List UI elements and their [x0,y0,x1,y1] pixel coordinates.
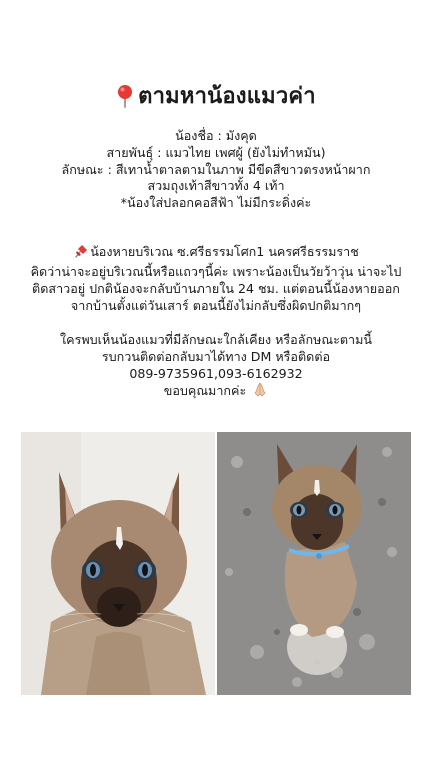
contact-line-1: ใครพบเห็นน้องแมวที่มีลักษณะใกล้เคียง หรือลักษณะตามนี้ [60,332,372,347]
cat-photo-front [21,432,215,695]
contact-line-2: รบกวนติดต่อกลับมาได้ทาง DM หรือติดต่อ [101,348,331,364]
cat-info [0,128,432,212]
folded-hands-icon [252,382,268,397]
thanks-text: ขอบคุณมากค่ะ [163,383,247,399]
poster-title [0,78,432,113]
title-text: ตามหาน้องแมวค่า [138,84,316,109]
lost-details [0,244,432,315]
lost-line-3: ติดสาวอยู่ ปกติน้องจะกลับบ้านภายใน 24 ชม. แต่ตอนนี้น้องหายออก [32,280,400,296]
cat-photo-looking-up [217,432,411,695]
info-socks: สวมถุงเท้าสีขาวทั้ง 4 เท้า [147,178,285,194]
contact-details [0,332,432,400]
info-appearance: ลักษณะ : สีเทาน้ำตาลตามในภาพ มีขีดสีขาวตรงหน้าผาก [61,161,371,177]
info-name: น้องชื่อ : มังคุด [175,128,257,143]
pushpin-icon [73,245,87,259]
info-breed: สายพันธุ์ : แมวไทย เพศผู้ (ยังไม่ทำหมัน) [106,144,326,160]
round-pushpin-icon [116,84,134,108]
lost-location: น้องหายบริเวณ ซ.ศรีธรรมโศก1 นครศรีธรรมราช [90,244,359,259]
contact-phones: 089-9735961,093-6162932 [129,365,303,381]
info-collar: *น้องใส่ปลอกคอสีฟ้า ไม่มีกระดิ่งค่ะ [120,195,312,211]
lost-line-4: จากบ้านตั้งแต่วันเสาร์ ตอนนี้ยังไม่กลับซึ่งผิดปกติมากๆ [70,297,362,313]
lost-line-2: คิดว่าน่าจะอยู่บริเวณนี้หรือแถวๆนี้ค่ะ เพราะน้องเป็นวัยว้าวุ่น น่าจะไป [30,264,402,280]
